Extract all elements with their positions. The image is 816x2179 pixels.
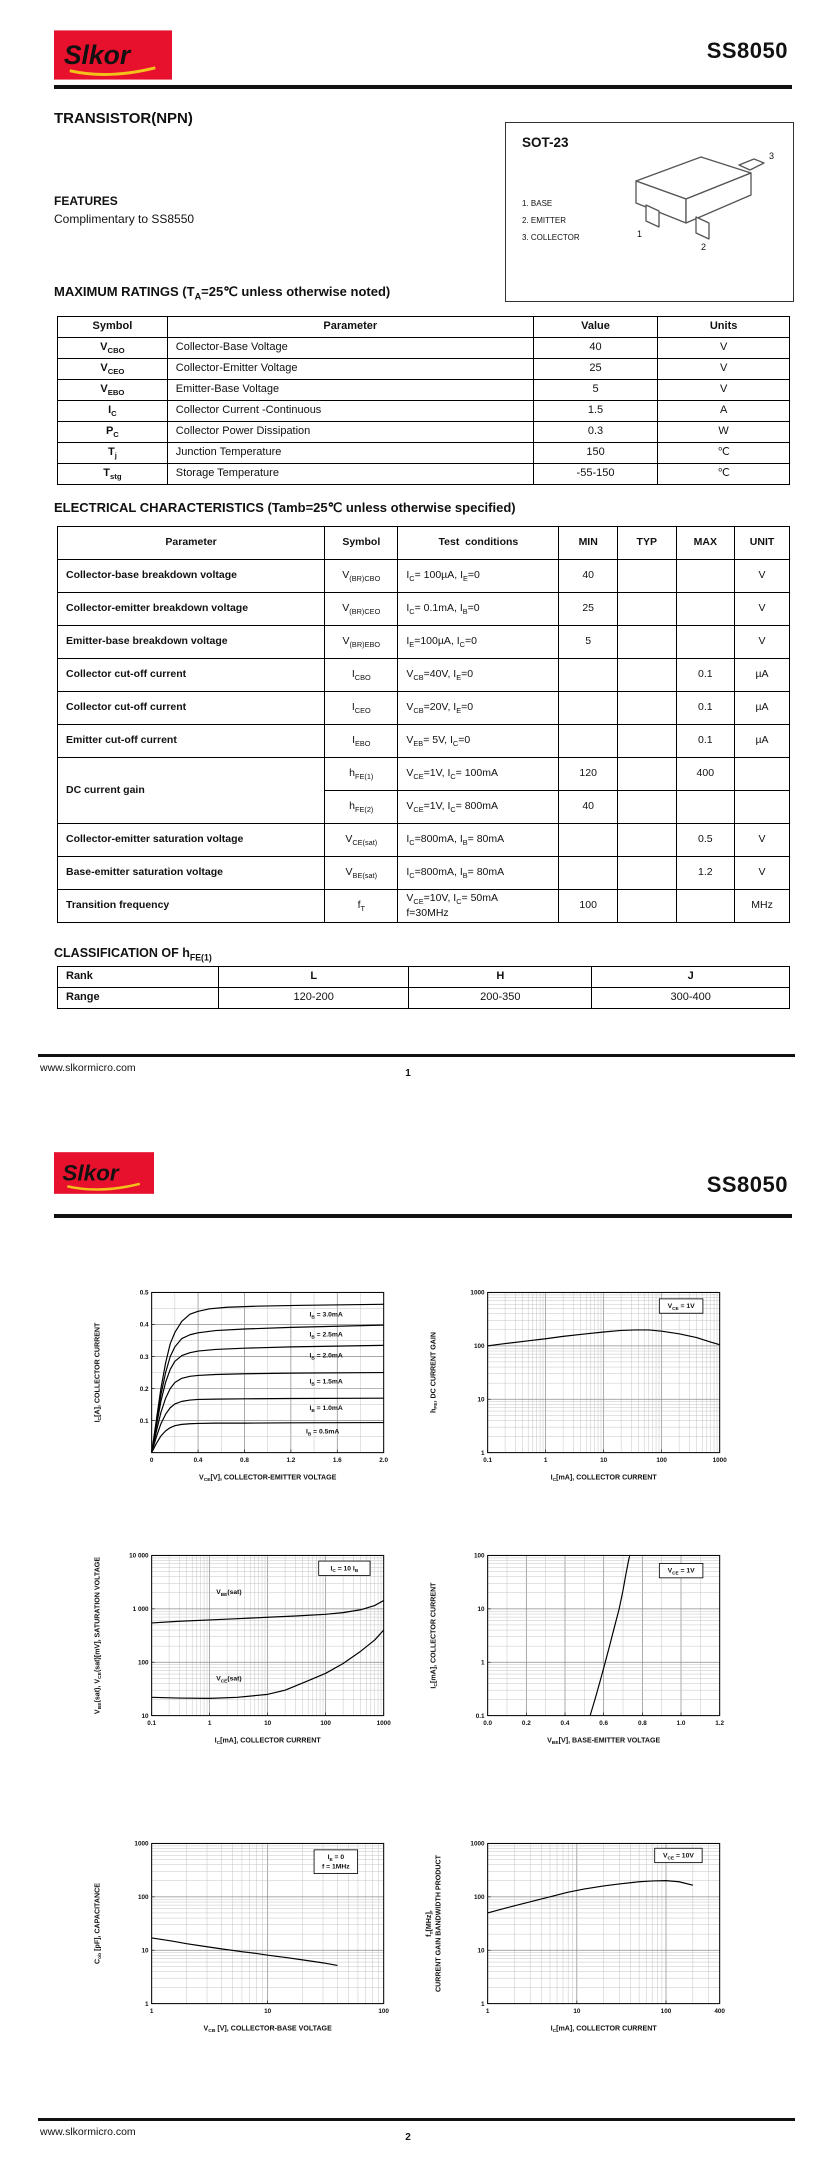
y-tick-label: 10	[477, 1396, 485, 1404]
lead-2	[696, 217, 709, 239]
table-cell	[617, 659, 676, 692]
curve-label: $I_B = 2.0mA$	[309, 1352, 343, 1362]
table-row	[58, 988, 790, 1009]
table-row	[58, 593, 790, 626]
table-row	[58, 692, 790, 725]
footer-website: www.slkormicro.com	[40, 1062, 136, 1074]
table-cell: Transition frequency	[58, 890, 325, 923]
x-axis-title: $V_{CE}[V]$, COLLECTOR-EMITTER VOLTAGE	[198, 1473, 337, 1484]
table-cell: Collector-base breakdown voltage	[58, 560, 325, 593]
y-tick-label: 10	[141, 1712, 149, 1720]
table-cell: $V_{CE(sat)}$	[325, 824, 398, 857]
table-cell	[676, 626, 735, 659]
table-header-row	[58, 317, 790, 338]
table-row	[58, 401, 790, 422]
y-tick-label: 1	[481, 1659, 485, 1667]
table-cell: $V_{EB}= 5V$, $I_C=0$	[398, 725, 559, 758]
y-tick-label: 100	[137, 1659, 149, 1667]
table-cell: $I_{EBO}$	[325, 725, 398, 758]
table-cell	[617, 626, 676, 659]
classification-heading: CLASSIFICATION OF $h_{FE(1)}$	[54, 946, 212, 963]
y-tick-label: 0.4	[139, 1321, 149, 1329]
y-tick-label: 0.1	[475, 1712, 485, 1720]
table-cell: Units	[658, 317, 790, 338]
table-cell: 0.1	[676, 725, 735, 758]
x-tick-label: 1	[149, 2007, 154, 2015]
table-cell: Parameter	[167, 317, 533, 338]
x-tick-label: 0.1	[147, 1719, 157, 1727]
table-row	[58, 560, 790, 593]
y-tick-label: 1000	[134, 1840, 149, 1848]
table-row	[58, 890, 790, 923]
table-cell	[559, 725, 618, 758]
table-cell: 150	[533, 443, 657, 464]
table-cell: Collector cut-off current	[58, 659, 325, 692]
x-tick-label: 0.4	[193, 1456, 203, 1464]
pin-list-item: 2. EMITTER	[522, 216, 567, 225]
table-cell: MHz	[735, 890, 790, 923]
table-cell: 1.5	[533, 401, 657, 422]
table-cell: TYP	[617, 527, 676, 560]
x-axis-title: $I_C[mA]$, COLLECTOR CURRENT	[214, 1736, 321, 1747]
table-cell: 120	[559, 758, 618, 791]
annotation-text: $V_{CE} = 1V$	[667, 1567, 695, 1577]
y-axis-title: $h_{FE}$, DC CURRENT GAIN	[429, 1332, 440, 1414]
sot23-package-drawing	[601, 143, 786, 258]
table-row	[58, 443, 790, 464]
table-cell: $I_C= 100\mu A$, $I_E=0$	[398, 560, 559, 593]
table-row	[58, 338, 790, 359]
x-tick-label: 0.0	[483, 1719, 493, 1727]
table-cell: $V_{CE}=1V$, $I_C= 800mA$	[398, 791, 559, 824]
table-cell: Base-emitter saturation voltage	[58, 857, 325, 890]
x-tick-label: 0.6	[599, 1719, 609, 1727]
y-tick-label: 0.1	[139, 1417, 149, 1425]
table-cell: Test conditions	[398, 527, 559, 560]
table-cell: Collector Current -Continuous	[167, 401, 533, 422]
pin-number-3: 3	[769, 151, 775, 161]
y-tick-label: 10	[477, 1947, 485, 1955]
y-axis-title: $I_C[mA]$, COLLECTOR CURRENT	[429, 1582, 440, 1689]
table-cell: $P_C$	[58, 422, 168, 443]
y-tick-label: 100	[473, 1894, 485, 1902]
x-tick-label: 0.4	[560, 1719, 570, 1727]
table-cell: $V_{CEO}$	[58, 359, 168, 380]
header-rule	[54, 1214, 792, 1218]
table-cell: ℃	[658, 464, 790, 485]
table-cell: 0.1	[676, 659, 735, 692]
table-cell: 0.1	[676, 692, 735, 725]
table-cell: $I_C=800mA$, $I_B= 80mA$	[398, 824, 559, 857]
annotation-text: $V_{CE} = 10V$	[663, 1852, 694, 1862]
table-cell: µA	[735, 692, 790, 725]
x-tick-label: 400	[714, 2007, 725, 2015]
table-row	[58, 758, 790, 791]
y-axis-title: $I_C[A]$, COLLECTOR CURRENT	[93, 1322, 104, 1423]
x-tick-label: 10	[264, 2007, 272, 2015]
table-cell: Collector-Base Voltage	[167, 338, 533, 359]
series-curve	[152, 1938, 338, 1966]
header-rule	[54, 85, 792, 89]
x-tick-label: 1000	[376, 1719, 391, 1727]
part-number: SS8050	[706, 1172, 788, 1197]
y-tick-label: 0.5	[139, 1289, 149, 1297]
x-axis-title: $I_C[mA]$, COLLECTOR CURRENT	[550, 1473, 657, 1484]
grid	[488, 1843, 720, 2003]
table-cell	[617, 824, 676, 857]
x-axis-title: $V_{CB}$ [V], COLLECTOR-BASE VOLTAGE	[203, 2024, 332, 2035]
table-cell: 40	[533, 338, 657, 359]
table-cell: $h_{FE(1)}$	[325, 758, 398, 791]
table-cell: $I_C$	[58, 401, 168, 422]
curve-label: $I_B = 1.5mA$	[309, 1378, 343, 1388]
table-cell: Collector cut-off current	[58, 692, 325, 725]
y-tick-label: 10	[477, 1606, 485, 1614]
table-cell	[617, 725, 676, 758]
brand-logo	[54, 1150, 154, 1196]
table-header-row	[58, 527, 790, 560]
x-tick-label: 1	[207, 1719, 212, 1727]
table-row	[58, 464, 790, 485]
table-cell: $T_j$	[58, 443, 168, 464]
x-axis-title: $I_C[mA]$, COLLECTOR CURRENT	[550, 2024, 657, 2035]
table-cell	[617, 593, 676, 626]
logo-text: Slkor	[63, 39, 131, 70]
table-cell: 120-200	[219, 988, 409, 1009]
table-cell: Collector-emitter saturation voltage	[58, 824, 325, 857]
table-cell: 100	[559, 890, 618, 923]
x-tick-label: 0	[149, 1456, 154, 1464]
y-tick-label: 10 000	[129, 1552, 149, 1560]
y-tick-label: 0.3	[139, 1353, 149, 1361]
page-number: 2	[405, 2132, 411, 2143]
part-number: SS8050	[706, 38, 788, 63]
electrical-characteristics-table	[57, 526, 790, 923]
x-tick-label: 0.8	[240, 1456, 249, 1464]
table-cell: V	[658, 380, 790, 401]
table-cell	[676, 593, 735, 626]
table-cell: $V_{EBO}$	[58, 380, 168, 401]
table-cell: V	[735, 593, 790, 626]
max-ratings-heading: MAXIMUM RATINGS ($T_A=25℃$ unless otherwise noted)	[54, 284, 391, 302]
table-cell: Emitter cut-off current	[58, 725, 325, 758]
pin-number-2: 2	[701, 242, 707, 252]
table-row	[58, 380, 790, 401]
x-axis-title: $V_{BE}[V]$, BASE-EMITTER VOLTAGE	[547, 1736, 661, 1747]
table-cell: Collector Power Dissipation	[167, 422, 533, 443]
table-cell	[617, 791, 676, 824]
chart-transition-frequency	[424, 1831, 732, 2052]
table-cell: µA	[735, 725, 790, 758]
table-cell: V	[735, 560, 790, 593]
x-tick-label: 0.2	[521, 1719, 531, 1727]
table-cell: $T_{stg}$	[58, 464, 168, 485]
chart-saturation-voltage	[88, 1543, 396, 1764]
table-cell: V	[658, 338, 790, 359]
chart-ic-vs-vbe	[424, 1543, 732, 1764]
table-cell: Value	[533, 317, 657, 338]
x-tick-label: 1	[485, 2007, 490, 2015]
table-cell: $V_{BE(sat)}$	[325, 857, 398, 890]
table-cell: Emitter-base breakdown voltage	[58, 626, 325, 659]
table-cell	[617, 857, 676, 890]
curve-label: $V_{CE}(sat)$	[216, 1675, 242, 1685]
table-cell: $V_{CB}=20V$, $I_E=0$	[398, 692, 559, 725]
table-cell: $V_{CBO}$	[58, 338, 168, 359]
y-tick-label: 10	[141, 1947, 149, 1955]
x-tick-label: 1000	[712, 1456, 727, 1464]
table-cell: 40	[559, 560, 618, 593]
y-axis-title: $f_T[MHz]$,	[425, 1910, 436, 1937]
x-tick-label: 10	[573, 2007, 581, 2015]
x-tick-label: 100	[378, 2007, 389, 2015]
table-cell: 5	[533, 380, 657, 401]
y-tick-label: 1	[481, 1449, 485, 1457]
annotation-text: $I_C = 10$ $I_B$	[330, 1565, 359, 1575]
table-cell: V	[658, 359, 790, 380]
brand-logo	[54, 30, 172, 80]
table-cell: 0.3	[533, 422, 657, 443]
series-curve	[590, 1555, 630, 1715]
x-tick-label: 10	[600, 1456, 608, 1464]
x-tick-label: 0.8	[637, 1719, 647, 1727]
table-cell: Emitter-Base Voltage	[167, 380, 533, 401]
y-axis-title: $V_{BE}(sat)$, $V_{CE}(sat)[mV]$, SATURATION VOLTAGE	[93, 1556, 104, 1715]
x-tick-label: 100	[660, 2007, 672, 2015]
table-cell	[735, 791, 790, 824]
table-row	[58, 857, 790, 890]
package-name: SOT-23	[522, 135, 569, 150]
y-tick-label: 100	[473, 1343, 485, 1351]
x-tick-label: 10	[264, 1719, 272, 1727]
table-cell: $I_E=100\mu A$, $I_C=0$	[398, 626, 559, 659]
features-heading: FEATURES	[54, 194, 118, 208]
table-cell: $I_C= 0.1mA$, $I_B=0$	[398, 593, 559, 626]
logo-text: Slkor	[62, 1160, 119, 1186]
curve-label: $I_B = 0.5mA$	[305, 1428, 340, 1438]
table-cell	[559, 659, 618, 692]
table-cell: Storage Temperature	[167, 464, 533, 485]
curve-label: $I_B = 3.0mA$	[309, 1311, 343, 1321]
grid	[488, 1555, 720, 1715]
table-cell: MIN	[559, 527, 618, 560]
table-cell: UNIT	[735, 527, 790, 560]
table-row	[58, 422, 790, 443]
table-cell	[617, 692, 676, 725]
chart-dc-current-gain	[424, 1280, 732, 1501]
table-cell: Symbol	[325, 527, 398, 560]
y-tick-label: 1	[481, 2000, 485, 2008]
table-cell	[676, 560, 735, 593]
page-number: 1	[405, 1068, 411, 1079]
x-tick-label: 2.0	[379, 1456, 389, 1464]
table-cell: µA	[735, 659, 790, 692]
table-cell: ℃	[658, 443, 790, 464]
pin-list-item: 1. BASE	[522, 199, 553, 208]
pin-list-item: 3. COLLECTOR	[522, 233, 580, 242]
table-cell: Symbol	[58, 317, 168, 338]
electrical-characteristics-heading: ELECTRICAL CHARACTERISTICS (Tamb=25℃ unless otherwise specified)	[54, 500, 516, 515]
table-row	[58, 967, 790, 988]
annotation-text: $V_{CE} = 1V$	[667, 1303, 695, 1312]
chart-output-characteristics	[88, 1280, 396, 1501]
table-cell: 400	[676, 758, 735, 791]
table-cell: 1.2	[676, 857, 735, 890]
table-cell: $V_{CE}=1V$, $I_C= 100mA$	[398, 758, 559, 791]
table-cell	[559, 692, 618, 725]
table-cell: $V_{CE}=10V$, $I_C= 50mA$ f=30MHz	[398, 890, 559, 923]
y-tick-label: 1000	[470, 1289, 485, 1297]
table-cell	[559, 824, 618, 857]
table-cell: V	[735, 626, 790, 659]
table-cell: V	[735, 824, 790, 857]
y-tick-label: 1000	[470, 1840, 485, 1848]
table-cell: DC current gain	[58, 758, 325, 824]
table-row	[58, 659, 790, 692]
x-tick-label: 100	[656, 1456, 667, 1464]
table-cell: J	[592, 967, 790, 988]
table-cell: Junction Temperature	[167, 443, 533, 464]
table-cell: $V_{CB}=40V$, $I_E=0$	[398, 659, 559, 692]
x-tick-label: 1.2	[286, 1456, 296, 1464]
curve-label: $I_B = 1.0mA$	[309, 1405, 343, 1414]
grid	[152, 1555, 384, 1715]
pin-number-1: 1	[637, 229, 643, 239]
table-cell: $f_T$	[325, 890, 398, 923]
table-cell: $V_{(BR)EBO}$	[325, 626, 398, 659]
lead-3	[739, 159, 764, 170]
curve-label: $I_B = 2.5mA$	[309, 1331, 343, 1341]
x-tick-label: 0.1	[483, 1456, 493, 1464]
table-cell: 25	[533, 359, 657, 380]
table-cell	[735, 758, 790, 791]
x-tick-label: 100	[320, 1719, 331, 1727]
table-cell: Collector-Emitter Voltage	[167, 359, 533, 380]
table-cell: 300-400	[592, 988, 790, 1009]
table-row	[58, 725, 790, 758]
grid	[488, 1292, 720, 1452]
y-axis-title: $C_{ob}$ [pF], CAPACITANCE	[93, 1883, 104, 1964]
table-cell: MAX	[676, 527, 735, 560]
footer-rule	[38, 1054, 795, 1057]
table-cell: $I_C=800mA$, $I_B= 80mA$	[398, 857, 559, 890]
max-ratings-table	[57, 316, 790, 485]
table-cell	[559, 857, 618, 890]
table-cell	[617, 890, 676, 923]
footer-rule	[38, 2118, 795, 2121]
hfe-classification-table	[57, 966, 790, 1009]
x-tick-label: 1.0	[676, 1719, 686, 1727]
package-outline-box	[505, 122, 794, 302]
y-tick-label: 1 000	[132, 1606, 149, 1614]
pin-list	[522, 195, 580, 246]
y-tick-label: 1	[145, 2000, 149, 2008]
table-cell	[676, 791, 735, 824]
table-cell: 0.5	[676, 824, 735, 857]
table-cell: 5	[559, 626, 618, 659]
table-row	[58, 824, 790, 857]
table-cell: Rank	[58, 967, 219, 988]
table-cell: L	[219, 967, 409, 988]
x-tick-label: 1.6	[332, 1456, 342, 1464]
y-axis-title: CURRENT GAIN BANDWIDTH PRODUCT	[434, 1855, 443, 1992]
table-cell: 200-350	[409, 988, 592, 1009]
table-cell: 40	[559, 791, 618, 824]
table-cell: H	[409, 967, 592, 988]
x-tick-label: 1.2	[715, 1719, 725, 1727]
table-cell: $h_{FE(2)}$	[325, 791, 398, 824]
features-text: Complimentary to SS8550	[54, 212, 195, 226]
table-cell: -55-150	[533, 464, 657, 485]
table-cell	[617, 758, 676, 791]
table-cell: A	[658, 401, 790, 422]
table-cell: $V_{(BR)CEO}$	[325, 593, 398, 626]
annotation-text: f = 1MHz	[322, 1863, 350, 1871]
curve-label: $V_{BE}(sat)$	[216, 1588, 242, 1598]
footer-website: www.slkormicro.com	[40, 2126, 136, 2138]
y-tick-label: 100	[137, 1894, 149, 1902]
table-row	[58, 626, 790, 659]
table-row	[58, 359, 790, 380]
table-cell: Collector-emitter breakdown voltage	[58, 593, 325, 626]
table-cell: W	[658, 422, 790, 443]
table-cell	[676, 890, 735, 923]
chart-output-capacitance	[88, 1831, 396, 2052]
table-cell	[617, 560, 676, 593]
y-tick-label: 0.2	[139, 1385, 149, 1393]
table-cell: 25	[559, 593, 618, 626]
y-tick-label: 100	[473, 1552, 485, 1560]
table-cell: $I_{CEO}$	[325, 692, 398, 725]
table-cell: Range	[58, 988, 219, 1009]
annotation-text: $I_E = 0$	[327, 1854, 345, 1863]
table-cell: $I_{CBO}$	[325, 659, 398, 692]
table-cell: Parameter	[58, 527, 325, 560]
table-cell: $V_{(BR)CBO}$	[325, 560, 398, 593]
page-title: TRANSISTOR(NPN)	[54, 110, 193, 127]
table-cell: V	[735, 857, 790, 890]
x-tick-label: 1	[543, 1456, 548, 1464]
